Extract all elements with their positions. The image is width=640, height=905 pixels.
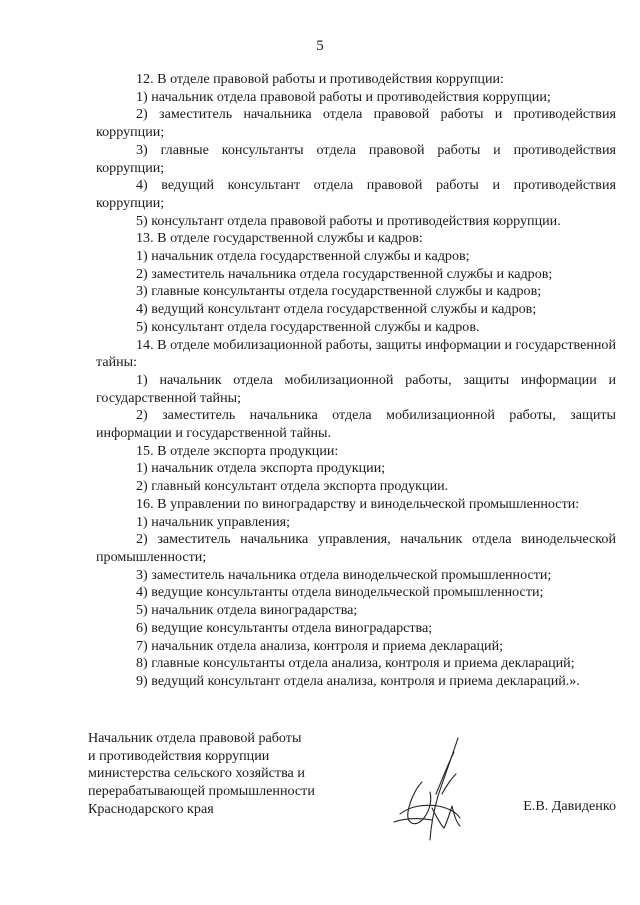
signatory-position: [88, 730, 358, 819]
signatory-position-line: и противодействия коррупции: [88, 747, 270, 764]
signatory-position-line: Краснодарского края: [88, 800, 214, 817]
list-item: 4) ведущий консультант отдела государственной службы и кадров;: [136, 301, 537, 318]
list-item: 7) начальник отдела анализа, контроля и приема деклараций;: [136, 637, 504, 654]
list-item: 2) заместитель начальника отдела государственной службы и кадров;: [136, 265, 553, 282]
section-heading-14: 14. В отделе мобилизационной работы, защиты информации и государственной тайны:: [96, 336, 616, 371]
list-item: 1) начальник отдела правовой работы и противодействия коррупции;: [136, 88, 551, 105]
list-item: 1) начальник управления;: [136, 513, 291, 530]
list-item: 5) начальник отдела виноградарства;: [136, 602, 358, 619]
list-item: 9) ведущий консультант отдела анализа, контроля и приема деклараций.».: [136, 672, 580, 689]
signatory-name: Е.В. Давиденко: [523, 798, 616, 814]
list-item: 2) главный консультант отдела экспорта продукции.: [136, 478, 449, 495]
section-heading-16: 16. В управлении по виноградарству и винодельческой промышленности:: [136, 495, 580, 512]
handwritten-signature: [386, 734, 486, 846]
list-item: 4) ведущие консультанты отдела винодельческой промышленности;: [136, 584, 544, 601]
list-item: 1) начальник отдела государственной службы и кадров;: [136, 248, 470, 265]
list-item: 2) заместитель начальника управления, начальник отдела винодельческой промышленности;: [96, 531, 616, 565]
section-heading-15: 15. В отделе экспорта продукции:: [136, 442, 339, 459]
list-item: 3) заместитель начальника отдела винодельческой промышленности;: [136, 566, 552, 583]
signatory-position-line: министерства сельского хозяйства и: [88, 765, 305, 782]
list-item: 2) заместитель начальника отдела мобилизационной работы, защиты информации и государственной тайны.: [96, 407, 616, 442]
list-item: 5) консультант отдела правовой работы и противодействия коррупции.: [136, 212, 561, 229]
page-number: 5: [316, 38, 324, 54]
list-item: 6) ведущие консультанты отдела виноградарства;: [136, 619, 433, 636]
signatory-position-line: перерабатывающей промышленности: [88, 783, 315, 800]
list-item: 1) начальник отдела мобилизационной работы, защиты информации и государственной тайны;: [96, 371, 616, 406]
list-item: 4) ведущий консультант отдела правовой работы и противодействия коррупции;: [96, 177, 616, 211]
list-item: 5) консультант отдела государственной службы и кадров.: [136, 318, 480, 335]
section-heading-13: 13. В отделе государственной службы и кадров:: [136, 230, 423, 247]
list-item: 8) главные консультанты отдела анализа, контроля и приема деклараций;: [136, 655, 575, 672]
signatory-position-line: Начальник отдела правовой работы: [88, 730, 302, 746]
section-heading-12: 12. В отделе правовой работы и противодействия коррупции:: [136, 71, 504, 87]
list-item: 2) заместитель начальника отдела правовой работы и противодействия коррупции;: [96, 106, 616, 141]
list-item: 3) главные консультанты отдела государственной службы и кадров;: [136, 283, 542, 300]
list-item: 3) главные консультанты отдела правовой работы и противодействия коррупции;: [96, 141, 616, 176]
document-body: [96, 71, 616, 691]
list-item: 1) начальник отдела экспорта продукции;: [136, 460, 386, 477]
